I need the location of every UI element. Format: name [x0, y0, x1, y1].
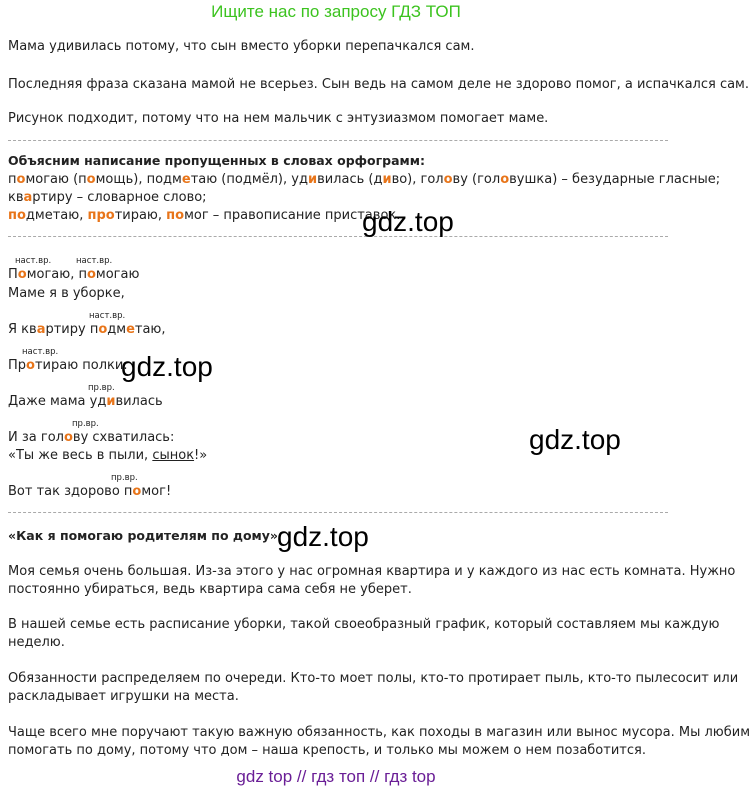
poem-line-6: И за голову схватилась:: [8, 430, 175, 445]
essay-paragraph-3-line-1: Обязанности распределяем по очереди. Кто-то моет полы, кто-то протирает пыль, кто-то пылесосит или: [8, 671, 739, 686]
highlighted-letter: и: [307, 172, 318, 187]
watermark: gdz.top: [362, 206, 454, 237]
poem-line-4: Протираю полки.: [8, 358, 128, 373]
essay-paragraph-3-line-2: раскладывает игрушки на места.: [8, 689, 239, 704]
tense-label: наст.вр.: [22, 347, 59, 357]
poem-line-2: Маме я в уборке,: [8, 286, 125, 301]
essay-paragraph-4-line-2: помогать по дому, потому что дом – наша крепость, и только мы можем о нем позаботится.: [8, 743, 646, 758]
footer-watermark: gdz top // гдз топ // гдз top: [236, 767, 436, 786]
tense-label: наст.вр.: [89, 311, 126, 321]
poem-line-5: Даже мама удивилась: [8, 394, 163, 409]
essay-paragraph-2-line-1: В нашей семье есть расписание уборки, такой своеобразный график, который составляем мы каждую: [8, 617, 720, 632]
highlighted-letter: е: [181, 172, 191, 187]
search-banner: Ищите нас по запросу ГДЗ ТОП: [211, 2, 461, 21]
orthography-line-1: помогаю (помощь), подметаю (подмёл), удивилась (диво), голову (головушка) – безударные гласные;: [8, 172, 721, 187]
intro-paragraph-3: Рисунок подходит, потому что на нем мальчик с энтузиазмом помогает маме.: [8, 111, 549, 126]
highlighted-prefix: про: [87, 208, 115, 223]
highlighted-letter: о: [443, 172, 453, 187]
highlighted-prefix: по: [8, 208, 26, 223]
intro-paragraph-1: Мама удивилась потому, что сын вместо уборки перепачкался сам.: [8, 39, 475, 54]
essay-paragraph-1-line-2: постоянно убираться, ведь квартира сама себя не уберет.: [8, 582, 412, 597]
essay-title: «Как я помогаю родителям по дому»: [8, 528, 279, 543]
highlighted-letter: о: [98, 322, 108, 337]
tense-label: пр.вр.: [88, 383, 115, 393]
highlighted-letter: а: [23, 190, 33, 205]
tense-label: наст.вр.: [76, 256, 113, 266]
poem-line-3: Я квартиру подметаю,: [8, 322, 166, 337]
highlighted-letter: а: [36, 322, 46, 337]
underlined-word: сынок: [152, 448, 195, 463]
watermark: gdz.top: [529, 424, 621, 455]
watermark: gdz.top: [121, 351, 213, 382]
highlighted-letter: о: [63, 430, 73, 445]
essay-paragraph-2-line-2: неделю.: [8, 635, 65, 650]
highlighted-prefix: по: [166, 208, 185, 223]
tense-label: пр.вр.: [72, 419, 99, 429]
highlighted-letter: о: [132, 484, 142, 499]
tense-label: наст.вр.: [15, 256, 52, 266]
poem-line-7: «Ты же весь в пыли, сынок!»: [8, 448, 208, 463]
orthography-line-3: подметаю, протираю, помог – правописание приставок.: [8, 208, 401, 223]
orthography-line-2: квартиру – словарное слово;: [8, 190, 207, 205]
highlighted-letter: о: [86, 267, 96, 282]
highlighted-letter: и: [106, 394, 116, 409]
intro-paragraph-2: Последняя фраза сказана мамой не всерьез. Сын ведь на самом деле не здорово помог, а испачкался сам.: [8, 77, 749, 92]
highlighted-letter: о: [86, 172, 96, 187]
highlighted-letter: и: [382, 172, 392, 187]
highlighted-letter: е: [126, 322, 135, 337]
tense-label: пр.вр.: [111, 473, 138, 483]
divider: [8, 140, 668, 141]
highlighted-letter: о: [17, 267, 27, 282]
essay-paragraph-4-line-1: Чаще всего мне поручают такую важную обязанность, как походы в магазин или вынос мусора. Мы любим: [8, 725, 750, 740]
essay-paragraph-1-line-1: Моя семья очень большая. Из-за этого у нас огромная квартира и у каждого из нас есть комната. Нужно: [8, 564, 736, 579]
watermark: gdz.top: [277, 521, 369, 552]
poem-line-8: Вот так здорово помог!: [8, 484, 172, 499]
highlighted-letter: о: [500, 172, 510, 187]
highlighted-letter: о: [16, 172, 26, 187]
orthography-heading: Объясним написание пропущенных в словах орфограмм:: [8, 153, 425, 168]
divider: [8, 236, 668, 237]
divider: [8, 512, 668, 513]
highlighted-letter: о: [26, 358, 35, 373]
poem-line-1: Помогаю, помогаю: [8, 267, 140, 282]
